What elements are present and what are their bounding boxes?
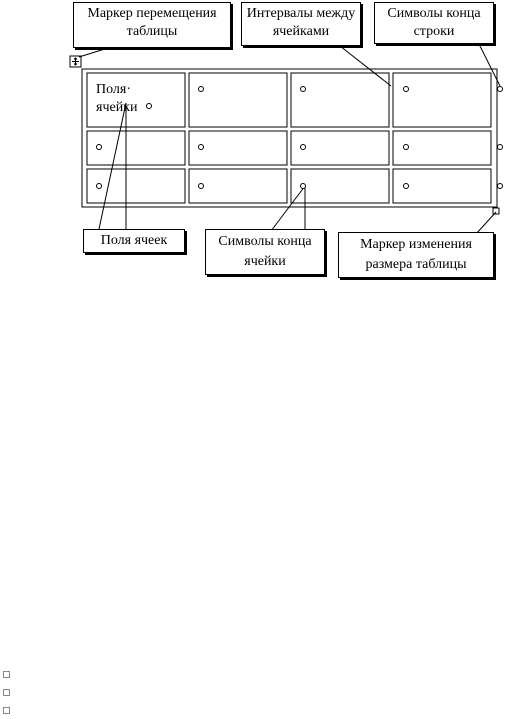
cell-end-symbol [96, 183, 102, 189]
cell-end-symbol [300, 183, 306, 189]
callout-cell-spacing: Интервалы между ячейками [241, 2, 361, 46]
cell-end-symbol [198, 183, 204, 189]
callout-row-end: Символы конца строки [374, 2, 494, 44]
table-cell [291, 73, 389, 127]
cell-end-symbol [198, 144, 204, 150]
cell-end-symbol [96, 144, 102, 150]
cell-end-symbol [300, 86, 306, 92]
table-diagram [0, 0, 515, 290]
cell-end-symbol [403, 183, 409, 189]
table-cell [393, 73, 491, 127]
paragraph-mark-icon [3, 707, 10, 714]
resize-handle-icon [493, 208, 499, 214]
callout-cell-end: Символы конца ячейки [205, 229, 325, 275]
paragraph-mark-icon [3, 671, 10, 678]
row-end-symbol [497, 183, 503, 189]
row-end-symbol [497, 144, 503, 150]
paragraph-mark-icon [3, 689, 10, 696]
callout-move-handle: Маркер перемещения таблицы [73, 2, 231, 48]
cell-end-symbol [198, 86, 204, 92]
cell-end-symbol [403, 144, 409, 150]
callout-resize-handle: Маркер изменения размера таблицы [338, 232, 494, 278]
callout-cell-margins: Поля ячеек [83, 229, 185, 253]
first-cell-text: Поля· ячейки [96, 82, 138, 115]
cell-end-symbol [300, 144, 306, 150]
cell-end-symbol [403, 86, 409, 92]
row-end-symbol [497, 86, 503, 92]
table-cell [189, 73, 287, 127]
